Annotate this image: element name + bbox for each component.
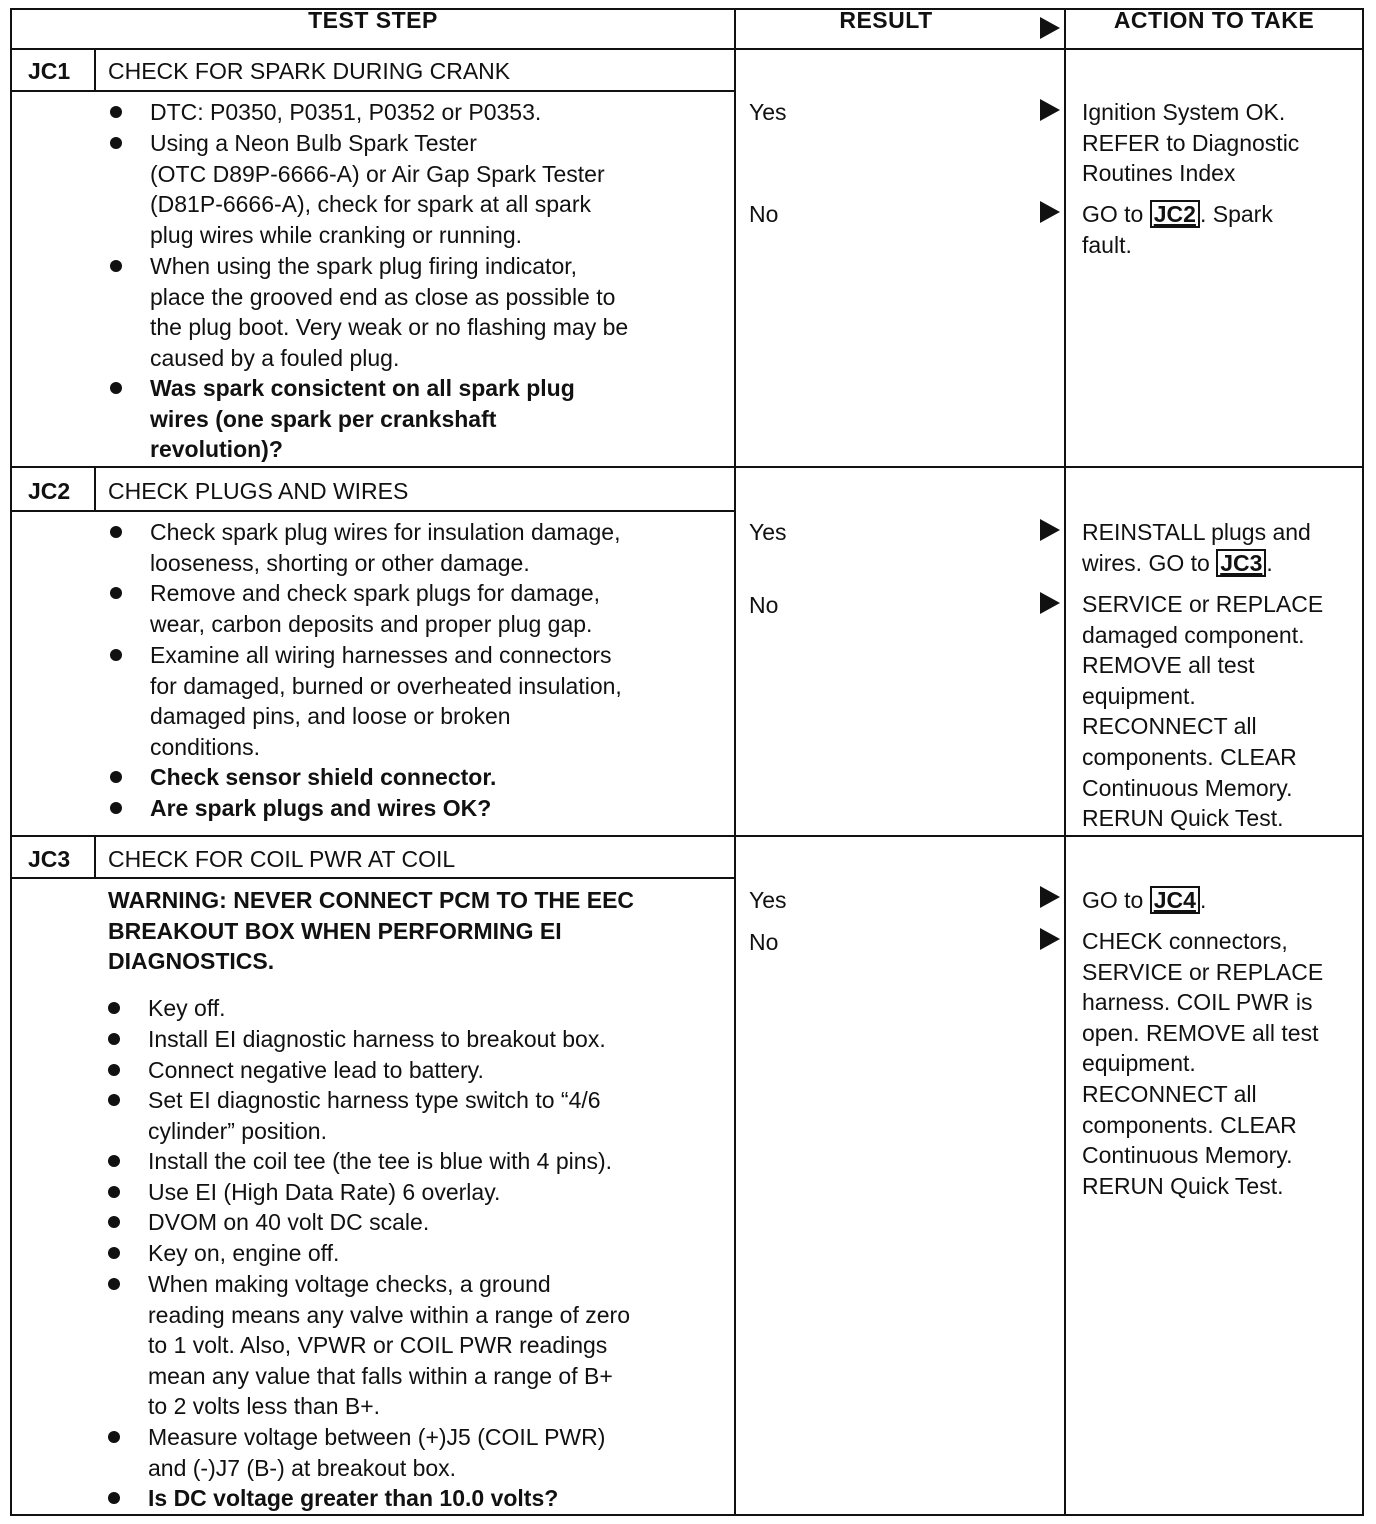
title-underline [12,877,734,879]
bullet-text: reading means any valve within a range of zero [148,1301,631,1328]
result-no: No [749,929,779,955]
result-arrow-icon [1040,886,1060,908]
step-title: CHECK FOR COIL PWR AT COIL [108,846,456,872]
action-text: components. CLEAR [1082,1111,1297,1138]
action-text: RERUN Quick Test. [1082,805,1284,832]
step-title: CHECK PLUGS AND WIRES [108,478,409,504]
bullet-icon [108,1155,120,1167]
action-text: Continuous Memory. [1082,1142,1293,1169]
bullet-icon [108,1094,120,1106]
result-no: No [749,201,779,227]
title-underline [12,90,734,92]
col-divider-result [734,8,736,1516]
bullet-text: Install EI diagnostic harness to breakout box. [148,1026,606,1052]
action-text: Ignition System OK. [1082,99,1286,125]
bullet-text: to 2 volts less than B+. [148,1393,381,1420]
title-underline [12,510,734,512]
result-no: No [749,592,779,618]
action-text: CHECK connectors, [1082,928,1288,954]
bullet-text: Install the coil tee (the tee is blue with 4 pins). [148,1148,613,1174]
header-divider [10,48,1364,50]
step-reference-jc3[interactable]: JC3 [1216,549,1266,577]
bullet-text: (OTC D89P-6666-A) or Air Gap Spark Tester [150,160,605,187]
action-text: SERVICE or REPLACE [1082,958,1324,985]
code-divider [94,837,96,879]
bullet-text: mean any value that falls within a range of B+ [148,1362,613,1389]
bullet-icon [108,1492,120,1504]
bullet-icon [108,1186,120,1198]
bullet-text: Key on, engine off. [148,1240,340,1266]
bullet-text: damaged pins, and loose or broken [150,703,511,730]
action-text: . [1199,887,1207,913]
bullet-icon [110,106,122,118]
bullet-icon [110,802,122,814]
bullet-icon [108,1064,120,1076]
bullet-icon [110,137,122,149]
action-text: RECONNECT all [1082,713,1257,740]
step-code: JC1 [28,58,71,84]
bullet-icon [110,382,122,394]
bullet-text: DTC: P0350, P0351, P0352 or P0353. [150,99,542,125]
action-text: components. CLEAR [1082,743,1297,770]
action-text: RECONNECT all [1082,1080,1257,1107]
step-reference-jc2[interactable]: JC2 [1150,200,1200,228]
row-divider [10,466,1364,468]
action-text: REFER to Diagnostic [1082,129,1300,156]
bullet-text: Set EI diagnostic harness type switch to “4/6 [148,1087,601,1113]
action-text: harness. COIL PWR is [1082,989,1313,1016]
bullet-icon [108,1247,120,1259]
bullet-icon [108,1216,120,1228]
action-line [1082,885,1357,916]
step-code: JC2 [28,478,71,504]
result-arrow-icon [1040,99,1060,121]
bullet-text: Connect negative lead to battery. [148,1057,484,1083]
bullet-icon [108,1278,120,1290]
bullet-text: plug wires while cranking or running. [150,221,523,248]
step-reference-jc4[interactable]: JC4 [1150,886,1200,914]
bullet-question: Is DC voltage greater than 10.0 volts? [148,1485,559,1511]
action-text: REINSTALL plugs and [1082,519,1311,545]
action-text: equipment. [1082,682,1196,709]
warning-text: WARNING: NEVER CONNECT PCM TO THE EEC [108,887,635,913]
bullet-text: When making voltage checks, a ground [148,1271,551,1297]
code-divider [94,468,96,512]
action-text: Routines Index [1082,160,1236,187]
action-text: GO to [1082,887,1150,913]
bullet-icon [110,587,122,599]
bullet-text: DVOM on 40 volt DC scale. [148,1209,430,1235]
action-text: REMOVE all test [1082,652,1255,679]
action-no [1082,199,1357,260]
bullet-text: the plug boot. Very weak or no flashing may be [150,314,629,341]
step-code: JC3 [28,846,71,872]
bullet-icon [110,526,122,538]
bullet-icon [110,649,122,661]
action-text: Continuous Memory. [1082,774,1293,801]
bullet-text: Using a Neon Bulb Spark Tester [150,130,477,156]
action-yes [1082,97,1357,189]
result-yes: Yes [749,99,787,125]
warning-note [108,885,728,977]
bullet-text: and (-)J7 (B-) at breakout box. [148,1454,457,1481]
bullet-icon [108,1033,120,1045]
bullet-icon [108,1431,120,1443]
header-arrow-icon [1040,17,1060,39]
action-text: . Spark [1199,201,1273,227]
result-yes: Yes [749,887,787,913]
bullet-icon [110,260,122,272]
action-no [1082,589,1362,834]
result-arrow-icon [1040,928,1060,950]
action-line [1082,199,1357,230]
bullet-question: revolution)? [150,436,283,463]
action-line [1082,548,1357,579]
action-text: RERUN Quick Test. [1082,1172,1284,1199]
bullet-question: wires (one spark per crankshaft [150,405,497,432]
bullet-text: conditions. [150,733,260,760]
bullet-text: (D81P-6666-A), check for spark at all spark [150,191,592,218]
header-result: RESULT [839,7,933,33]
bullet-text: When using the spark plug firing indicator, [150,253,578,279]
action-text: SERVICE or REPLACE [1082,591,1324,617]
bullet-text: looseness, shorting or other damage. [150,549,530,576]
bullet-text: Measure voltage between (+)J5 (COIL PWR) [148,1424,606,1450]
action-text: fault. [1082,231,1132,258]
header-action: ACTION TO TAKE [1113,7,1315,33]
bullet-icon [108,1002,120,1014]
action-text: open. REMOVE all test [1082,1019,1319,1046]
bullet-question: Are spark plugs and wires OK? [150,795,492,821]
action-text: damaged component. [1082,621,1305,648]
result-arrow-icon [1040,519,1060,541]
warning-text: BREAKOUT BOX WHEN PERFORMING EI [108,917,562,944]
action-text: equipment. [1082,1050,1196,1077]
result-arrow-icon [1040,201,1060,223]
warning-text: DIAGNOSTICS. [108,948,275,975]
bullet-text: to 1 volt. Also, VPWR or COIL PWR readings [148,1332,608,1359]
action-text: GO to [1082,201,1150,227]
header-test-step: TEST STEP [308,7,438,33]
bullet-text: cylinder” position. [148,1117,327,1144]
bullet-text: Remove and check spark plugs for damage, [150,580,601,606]
bullet-text: caused by a fouled plug. [150,344,400,371]
bullet-text: wear, carbon deposits and proper plug gap. [150,610,593,637]
bullet-text: for damaged, burned or overheated insulation, [150,672,622,699]
result-arrow-icon [1040,592,1060,614]
action-text: wires. GO to [1082,549,1217,576]
bullet-text: Check sensor shield connector. [150,764,497,790]
bullet-text: Use EI (High Data Rate) 6 overlay. [148,1179,501,1205]
bullet-icon [110,771,122,783]
row-divider [10,835,1364,837]
bullet-question: Was spark consictent on all spark plug [150,375,575,401]
action-no [1082,926,1362,1201]
action-text: . [1266,549,1273,576]
action-yes [1082,885,1357,916]
step-title: CHECK FOR SPARK DURING CRANK [108,58,511,84]
code-divider [94,50,96,92]
bullet-text: Key off. [148,995,226,1021]
action-yes [1082,517,1357,578]
bullet-text: place the grooved end as close as possible to [150,283,616,310]
bullet-text: Examine all wiring harnesses and connectors [150,642,612,668]
result-yes: Yes [749,519,787,545]
bullet-text: Check spark plug wires for insulation damage, [150,519,621,545]
col-divider-action [1064,8,1066,1516]
